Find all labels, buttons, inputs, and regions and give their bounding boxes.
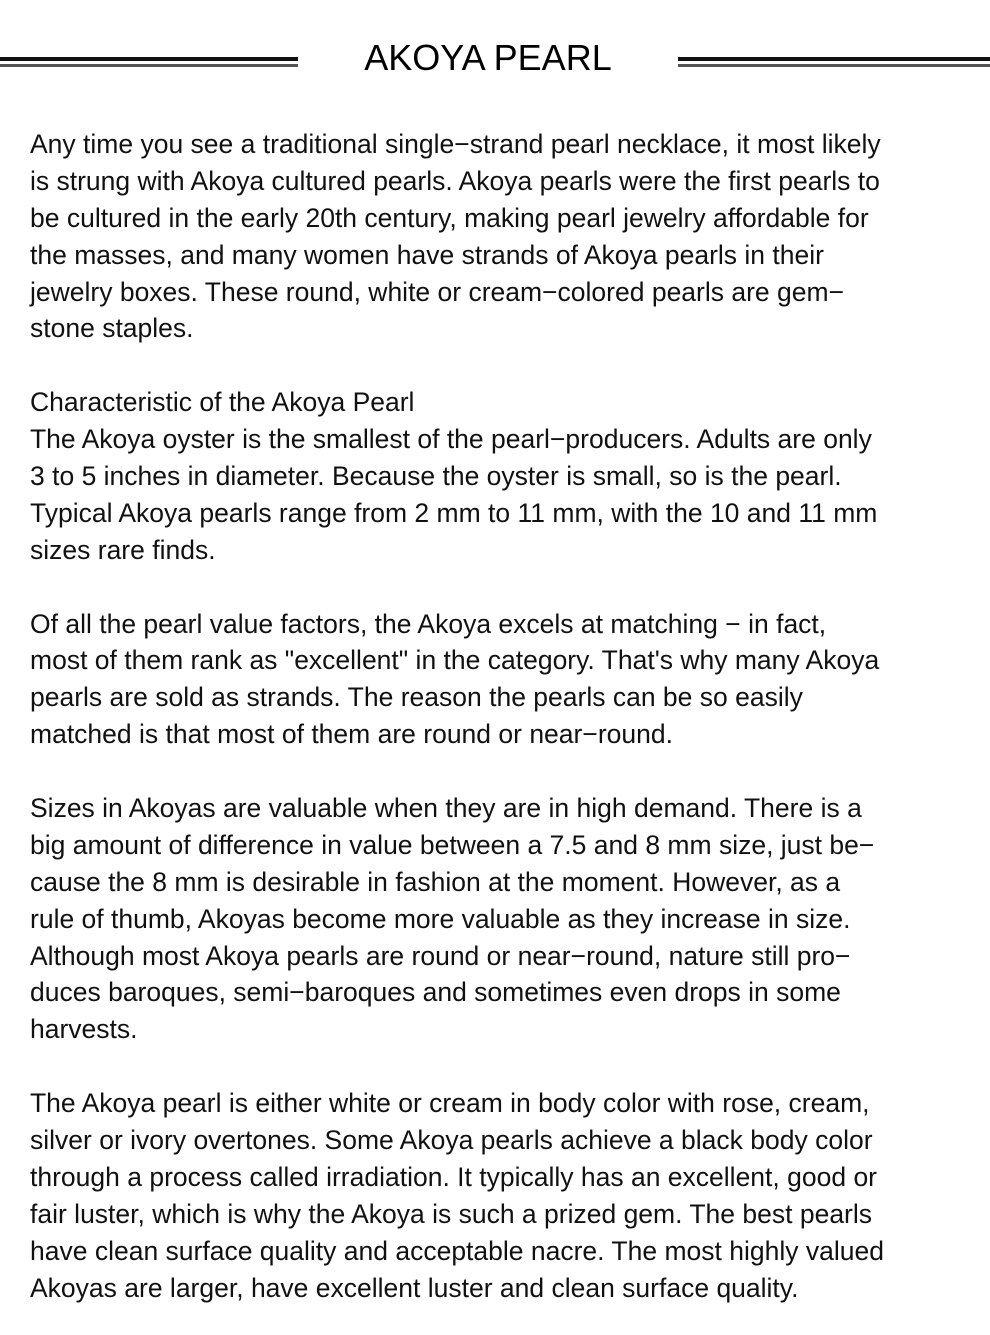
text-line: matched is that most of them are round or near−round. [30,719,673,750]
rule-thick-line [0,57,298,61]
article-body [30,126,985,1307]
text-line: harvests. [30,1014,138,1045]
rule-thick-line [678,57,990,61]
text-line: duces baroques, semi−baroques and sometimes even drops in some [30,977,841,1008]
text-line: rule of thumb, Akoyas become more valuable as they increase in size. [30,903,851,934]
rule-thin-line [0,64,298,67]
text-line: is strung with Akoya cultured pearls. Akoya pearls were the first pearls to [30,165,880,196]
text-line: be cultured in the early 20th century, making pearl jewelry affordable for [30,202,869,233]
text-line: Sizes in Akoyas are valuable when they are in high demand. There is a [30,793,862,824]
text-line: Of all the pearl value factors, the Akoya excels at matching − in fact, [30,608,827,639]
paragraph-spacer [30,1048,985,1085]
page-title: AKOYA PEARL [364,37,612,78]
text-line: through a process called irradiation. It typically has an excellent, good or [30,1161,878,1192]
text-line: 3 to 5 inches in diameter. Because the oyster is small, so is the pearl. [30,461,842,492]
text-line: sizes rare finds. [30,534,216,565]
paragraph-size [30,421,985,569]
paragraph-value-by-size [30,790,985,1048]
intro-paragraph [30,126,985,347]
section-heading: Characteristic of the Akoya Pearl [30,387,415,418]
paragraph-spacer [30,347,985,384]
rule-thin-line [678,64,990,67]
text-line: Although most Akoya pearls are round or near−round, nature still pro− [30,940,851,971]
paragraph-color-luster [30,1085,985,1306]
text-line: pearls are sold as strands. The reason the pearls can be so easily [30,682,803,713]
text-line: big amount of difference in value between a 7.5 and 8 mm size, just be− [30,829,875,860]
text-line: The Akoya oyster is the smallest of the pearl−producers. Adults are only [30,424,872,455]
text-line: cause the 8 mm is desirable in fashion at the moment. However, as a [30,866,841,897]
text-line: Akoyas are larger, have excellent luster and clean surface quality. [30,1272,799,1303]
text-line: Typical Akoya pearls range from 2 mm to 11 mm, with the 10 and 11 mm [30,497,878,528]
text-line: the masses, and many women have strands of Akoya pearls in their [30,239,824,270]
decorative-double-rule-right [678,57,990,69]
decorative-double-rule-left [0,57,298,69]
text-line: stone staples. [30,313,194,344]
text-line: fair luster, which is why the Akoya is such a prized gem. The best pearls [30,1198,873,1229]
title-bar [0,30,990,90]
text-line: Any time you see a traditional single−strand pearl necklace, it most likely [30,129,881,159]
text-line: have clean surface quality and acceptable nacre. The most highly valued [30,1235,884,1266]
paragraph-matching [30,606,985,754]
text-line: most of them rank as "excellent" in the category. That's why many Akoya [30,645,880,676]
paragraph-spacer [30,569,985,606]
paragraph-spacer [30,753,985,790]
text-line: silver or ivory overtones. Some Akoya pearls achieve a black body color [30,1125,873,1156]
text-line: jewelry boxes. These round, white or cream−colored pearls are gem− [30,276,845,307]
text-line: The Akoya pearl is either white or cream in body color with rose, cream, [30,1088,870,1119]
